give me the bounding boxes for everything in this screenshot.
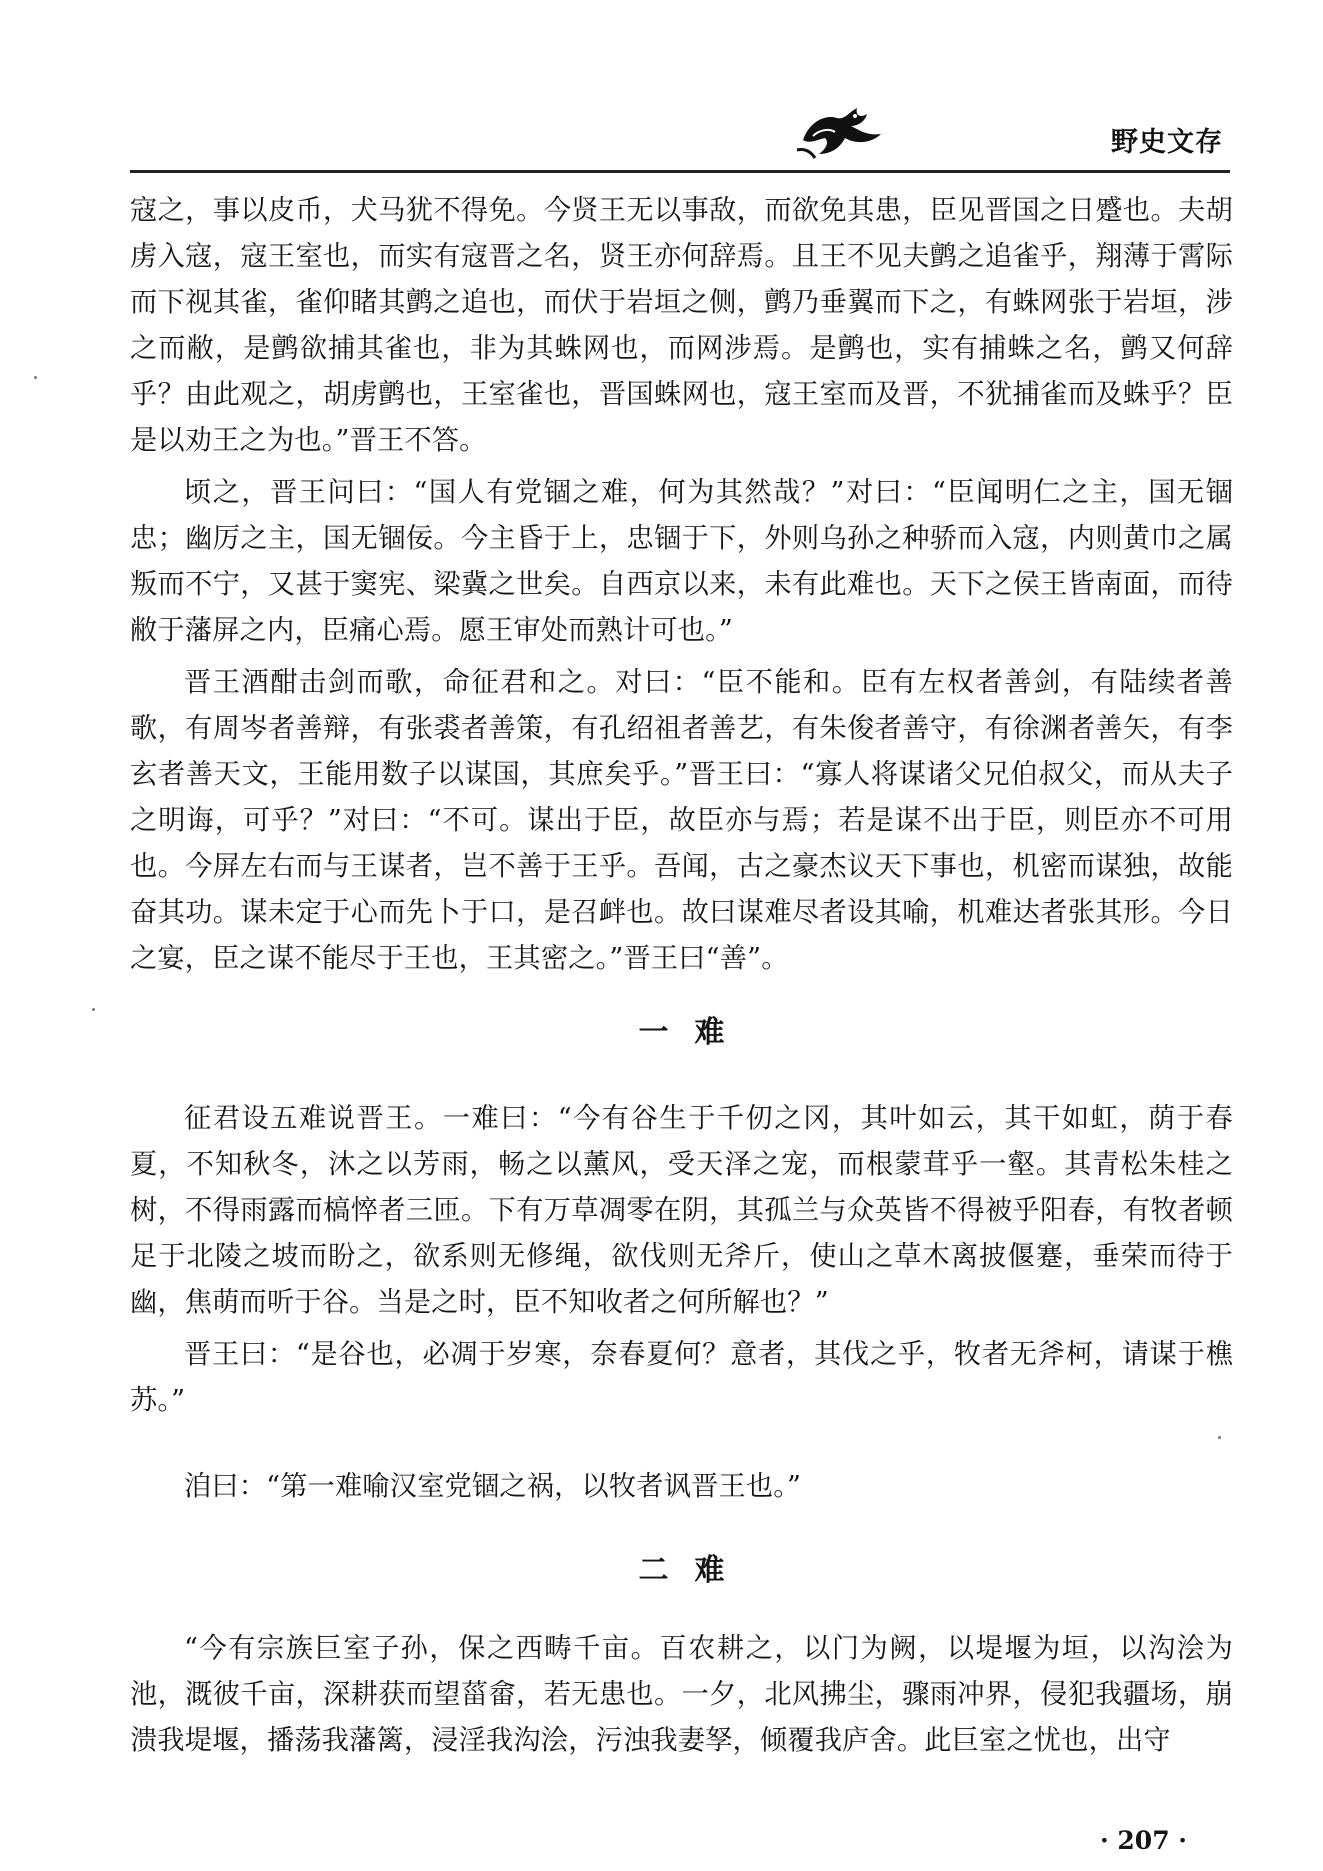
running-header: [795, 100, 1235, 160]
dragon-emblem-icon: [795, 100, 887, 160]
header-title: 野史文存: [1111, 127, 1223, 158]
section-title-one: 一难: [638, 1015, 751, 1050]
paragraph-banquet: 晋王酒酣击剑而歌，命征君和之。对曰：“臣不能和。臣有左权者善剑，有陆续者善歌，有周岑者善辩，有张裘者善策，有孔绍祖者善艺，有朱俊者善守，有徐渊者善矢，有李玄者善天文，王能用数子以谋国，其庶矣乎。”晋王曰：“寡人将谋诸父兄伯叔父，而从夫子之明诲，可乎？”对曰：“不可。谋出于臣，故臣亦与焉；若是谋不出于臣，则臣亦不可用也。今屏左右而与王谋者，岂不善于王乎。吾闻，古之豪杰议天下事也，机密而谋独，故能奋其功。谋未定于心而先卜于口，是召衅也。故曰谋难尽者设其喻，机难达者张其形。今日之宴，臣之谋不能尽于王也，王其密之。”晋王曰“善”。: [130, 667, 1233, 974]
paragraph-king-reply: 晋王曰：“是谷也，必凋于岁寒，奈春夏何？意者，其伐之乎，牧者无斧柯，请谋于樵苏。”: [130, 1339, 1233, 1416]
scan-speck: [1218, 1436, 1221, 1439]
section-title-two: 二难: [638, 1553, 751, 1588]
scan-speck: [34, 376, 37, 379]
header-rule: [130, 170, 1230, 173]
scan-speck: [92, 1008, 95, 1011]
paragraph-party-ban: 顷之，晋王问曰：“国人有党锢之难，何为其然哉？”对曰：“臣闻明仁之主，国无锢忠；幽厉之主，国无锢佞。今主昏于上，忠锢于下，外则乌孙之种骄而入寇，内则黄巾之属叛而不宁，又甚于窦宪、梁冀之世矣。自西京以来，未有此难也。天下之侯王皆南面，而待敝于藩屏之内，臣痛心焉。愿王审处而熟计可也。”: [130, 477, 1233, 646]
paragraph-continued: 寇之，事以皮币，犬马犹不得免。今贤王无以事敌，而欲免其患，臣见晋国之日蹙也。夫胡虏入寇，寇王室也，而实有寇晋之名，贤王亦何辞焉。且王不见夫鹯之追雀乎，翔薄于霄际而下视其雀，雀仰睹其鹯之追也，而伏于岩垣之侧，鹯乃垂翼而下之，有蛛网张于岩垣，涉之而敝，是鹯欲捕其雀也，非为其蛛网也，而网涉焉。是鹯也，实有捕蛛之名，鹯又何辞乎？由此观之，胡虏鹯也，王室雀也，晋国蛛网也，寇王室而及晋，不犹捕雀而及蛛乎？臣是以劝王之为也。”晋王不答。: [130, 195, 1233, 456]
page-number: · 207 ·: [1100, 1826, 1187, 1855]
paragraph-second-difficulty: “今有宗族巨室子孙，保之西畴千亩。百农耕之，以门为阙，以堤堰为垣，以沟浍为池，溉彼千亩，深耕获而望菑畲，若无患也。一夕，北风拂尘，骤雨冲界，侵犯我疆场，崩溃我堤堰，播荡我藩篱，浸淫我沟浍，污浊我妻孥，倾覆我庐舍。此巨室之忧也，出守: [130, 1633, 1233, 1756]
paragraph-commentary: 洎曰：“第一难喻汉室党锢之祸，以牧者讽晋王也。”: [184, 1471, 802, 1502]
page-body: [130, 188, 1233, 1764]
paragraph-first-difficulty: 征君设五难说晋王。一难曰：“今有谷生于千仞之冈，其叶如云，其干如虹，荫于春夏，不知秋冬，沐之以芳雨，畅之以薰风，受天泽之宠，而根蒙茸乎一壑。其青松朱桂之树，不得雨露而槁悴者三匝。下有万草凋零在阴，其孤兰与众英皆不得被乎阳春，有牧者顿足于北陵之坡而盼之，欲系则无修绳，欲伐则无斧斤，使山之草木离披偃蹇，垂荣而待于幽，焦萌而听于谷。当是之时，臣不知收者之何所解也？”: [130, 1103, 1233, 1318]
